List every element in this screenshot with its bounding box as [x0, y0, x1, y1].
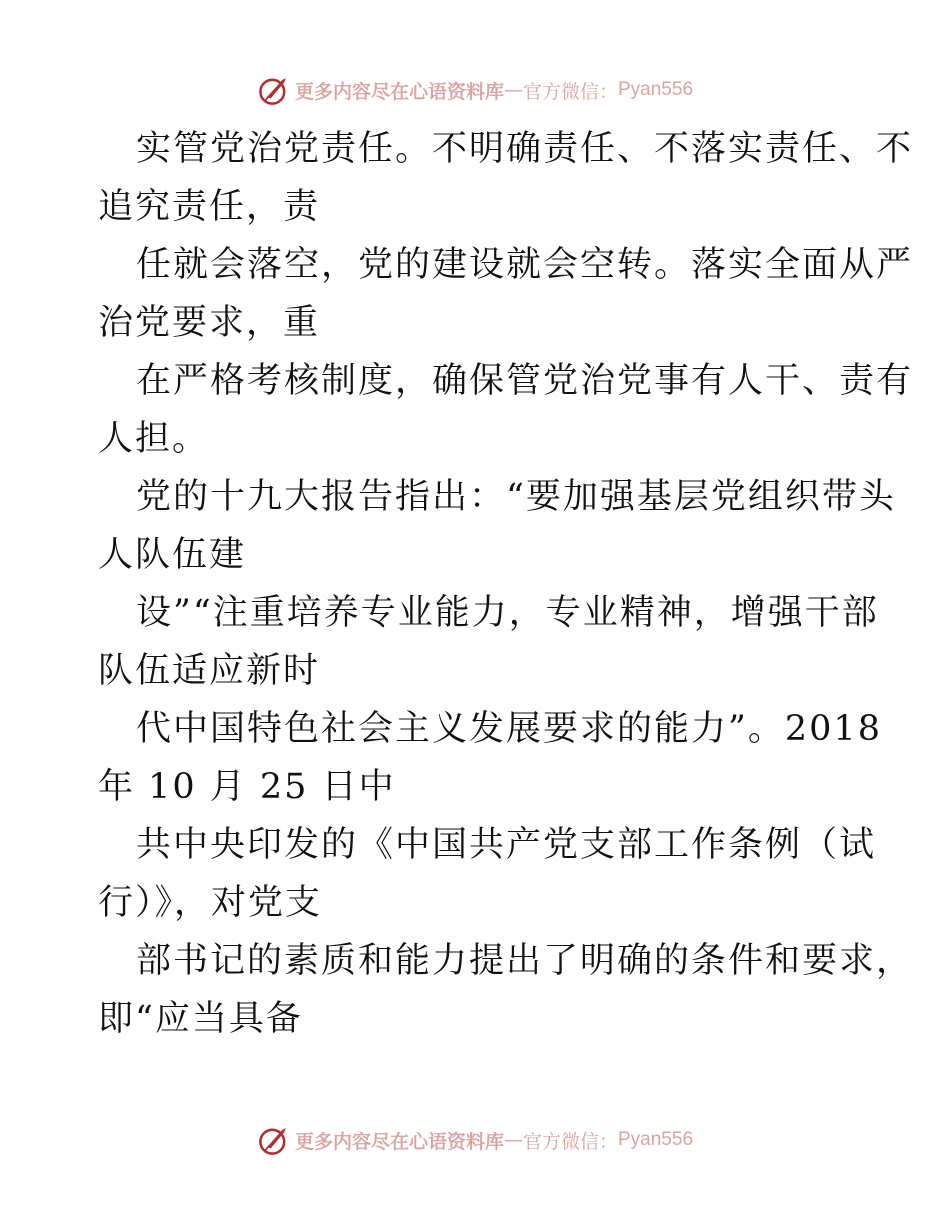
watermark-separator: — — [503, 79, 523, 101]
watermark-wechat-label: 官方微信： — [522, 80, 618, 103]
text-line: 人队伍建 — [98, 535, 247, 575]
watermark-handle: Pyan556 — [618, 79, 694, 100]
text-line: 任就会落空，党的建设就会空转。落实全面从严 — [136, 245, 914, 285]
text-line: 队伍适应新时 — [98, 651, 321, 691]
text-line: 治党要求，重 — [98, 303, 321, 343]
quill-logo-icon — [257, 1123, 291, 1157]
watermark-separator: — — [503, 1129, 523, 1151]
text-line: 设”“注重培养专业能力，专业精神，增强干部 — [136, 593, 879, 633]
text-line: 行）》，对党支 — [98, 883, 323, 923]
text-line: 代中国特色社会主义发展要求的能力”。2018 — [136, 709, 882, 749]
header-watermark — [0, 70, 950, 110]
watermark-handle: Pyan556 — [618, 1129, 694, 1150]
watermark-brand: 更多内容尽在心语资料库 — [294, 80, 504, 103]
text-line: 追究责任，责 — [98, 187, 321, 227]
text-line: 实管党治党责任。不明确责任、不落实责任、不 — [136, 129, 914, 169]
watermark-brand: 更多内容尽在心语资料库 — [294, 1130, 504, 1153]
text-line: 人担。 — [98, 419, 210, 459]
text-line: 部书记的素质和能力提出了明确的条件和要求， — [136, 941, 914, 981]
watermark-wechat-label: 官方微信： — [522, 1130, 618, 1153]
text-line: 即“应当具备 — [98, 999, 303, 1039]
text-line: 在严格考核制度，确保管党治党事有人干、责有 — [136, 361, 914, 401]
footer-watermark — [0, 1120, 950, 1160]
text-line: 党的十九大报告指出：“要加强基层党组织带头 — [136, 477, 896, 517]
text-line: 年 10 月 25 日中 — [98, 767, 396, 807]
quill-logo-icon — [257, 73, 291, 107]
text-line: 共中央印发的《中国共产党支部工作条例（试 — [136, 825, 877, 865]
